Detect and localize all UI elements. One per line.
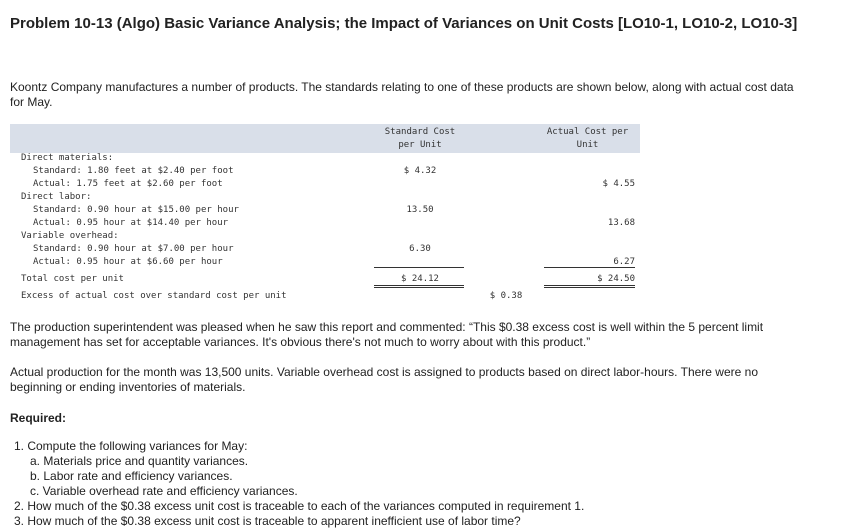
excess-value: $ 0.38: [489, 291, 523, 301]
actual-value: 13.68: [607, 218, 635, 228]
requirement-2: 2. How much of the $0.38 excess unit cost is traceable to each of the variances computed in requirement 1.: [14, 499, 585, 513]
row-label: Standard: 1.80 feet at $2.40 per foot: [33, 166, 234, 176]
total-standard: $ 24.12: [401, 274, 439, 284]
table-row: [10, 230, 640, 243]
total-actual: $ 24.50: [597, 274, 635, 284]
standard-total-rule: [374, 285, 464, 288]
table-row: [10, 217, 640, 230]
table-row: [10, 165, 640, 178]
row-label: Actual: 0.95 hour at $14.40 per hour: [33, 218, 229, 228]
excess-row: [10, 290, 640, 303]
row-label: Standard: 0.90 hour at $7.00 per hour: [33, 244, 234, 254]
standard-value: 6.30: [409, 244, 431, 254]
row-label: Actual: 1.75 feet at $2.60 per foot: [33, 179, 223, 189]
table-row: [10, 191, 640, 204]
table-header: [10, 124, 640, 153]
table-row: [10, 243, 640, 256]
actual-value: 6.27: [613, 257, 635, 267]
requirement-1a: a. Materials price and quantity variances.: [30, 454, 249, 468]
requirement-1: 1. Compute the following variances for May:: [14, 439, 248, 453]
excess-label: Excess of actual cost over standard cost per unit: [21, 291, 287, 301]
row-label: Direct materials:: [21, 153, 114, 163]
table-row: [10, 178, 640, 191]
requirement-1c: c. Variable overhead rate and efficiency variances.: [30, 484, 298, 498]
problem-title: Problem 10-13 (Algo) Basic Variance Analysis; the Impact of Variances on Unit Costs [LO10-1, LO10-2, LO10-3]: [10, 15, 798, 32]
row-label: Direct labor:: [21, 192, 92, 202]
cost-table: [10, 124, 640, 305]
table-row: [10, 204, 640, 217]
superintendent-comment: The production superintendent was pleased when he saw this report and commented: “This $0.38 excess cost is well within the 5 percent limit management has set for acceptable variances. It's obvious there's not much to worry about with this product.”: [10, 320, 764, 349]
header-actual-cost: Actual Cost per Unit: [546, 127, 629, 150]
table-row: [10, 152, 640, 165]
standard-subtotal-rule: [374, 267, 464, 268]
requirement-1b: b. Labor rate and efficiency variances.: [30, 469, 233, 483]
row-label: Actual: 0.95 hour at $6.60 per hour: [33, 257, 223, 267]
production-info: Actual production for the month was 13,500 units. Variable overhead cost is assigned to products based on direct labor-hours. There were no beginning or ending inventories of materials.: [10, 365, 758, 394]
requirement-3: 3. How much of the $0.38 excess unit cost is traceable to apparent inefficient use of labor time?: [14, 514, 521, 528]
required-heading: Required:: [10, 411, 67, 425]
intro-text: Koontz Company manufactures a number of products. The standards relating to one of these products are shown below, along with actual cost data for May.: [10, 80, 794, 109]
standard-value: $ 4.32: [403, 166, 437, 176]
header-standard-cost: Standard Cost per Unit: [384, 127, 456, 150]
standard-value: 13.50: [406, 205, 434, 215]
actual-total-rule: [544, 285, 635, 288]
total-label: Total cost per unit: [21, 274, 124, 284]
row-label: Standard: 0.90 hour at $15.00 per hour: [33, 205, 239, 215]
row-label: Variable overhead:: [21, 231, 119, 241]
actual-subtotal-rule: [544, 267, 635, 268]
actual-value: $ 4.55: [602, 179, 635, 189]
